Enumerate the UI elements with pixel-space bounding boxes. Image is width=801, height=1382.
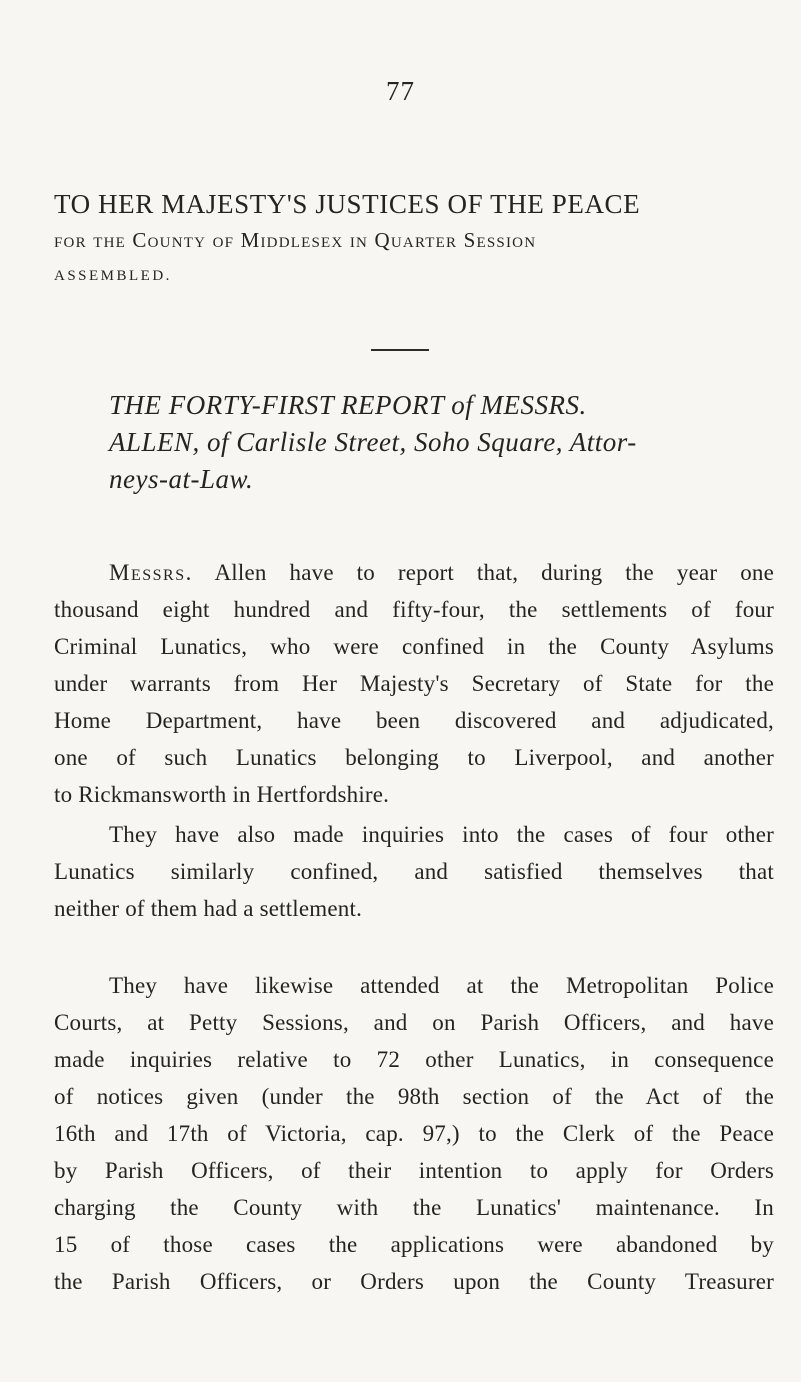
paragraph-1-line-5: Home Department, have been discovered and adjudicated, — [54, 708, 774, 733]
paragraph-2-line-3: neither of them had a settlement. — [54, 896, 363, 921]
paragraph-1-line-4: under warrants from Her Majesty's Secretary of State for the — [54, 671, 774, 696]
paragraph-1-line-7: to Rickmansworth in Hertfordshire. — [54, 782, 390, 807]
paragraph-3-line-6: by Parish Officers, of their intention to apply for Orders — [54, 1158, 774, 1183]
report-title-line-3: neys-at-Law. — [109, 464, 254, 494]
page-number: 77 — [386, 76, 415, 106]
report-title-line-2: ALLEN, of Carlisle Street, Soho Square, Attor- — [109, 427, 637, 457]
paragraph-3-line-9: the Parish Officers, or Orders upon the County Treasurer — [54, 1269, 774, 1294]
paragraph-1-line-3: Criminal Lunatics, who were confined in the County Asylums — [54, 634, 774, 659]
report-title — [109, 387, 779, 498]
paragraph-3-line-8: 15 of those cases the applications were abandoned by — [54, 1232, 774, 1257]
paragraph-1 — [54, 554, 774, 813]
paragraph-1-line-6: one of such Lunatics belonging to Liverpool, and another — [54, 745, 774, 770]
paragraph-2-line-1: They have also made inquiries into the cases of four other — [109, 822, 774, 847]
heading-line-3: ASSEMBLED. — [54, 268, 172, 284]
report-title-line-1: THE FORTY-FIRST REPORT of MESSRS. — [109, 390, 587, 420]
paragraph-3-line-7: charging the County with the Lunatics' maintenance. In — [54, 1195, 774, 1220]
paragraph-3 — [54, 967, 774, 1300]
paragraph-2 — [54, 816, 774, 927]
paragraph-3-line-5: 16th and 17th of Victoria, cap. 97,) to the Clerk of the Peace — [54, 1121, 774, 1146]
paragraph-1-line-1-text: Allen have to report that, during the year one — [192, 560, 774, 585]
paragraph-2-line-2: Lunatics similarly confined, and satisfied themselves that — [54, 859, 774, 884]
paragraph-3-line-2: Courts, at Petty Sessions, and on Parish Officers, and have — [54, 1010, 774, 1035]
section-divider — [371, 349, 429, 351]
paragraph-1-lead: Messrs. — [109, 560, 193, 585]
paragraph-3-line-4: of notices given (under the 98th section of the Act of the — [54, 1084, 774, 1109]
heading-line-1: TO HER MAJESTY'S JUSTICES OF THE PEACE — [54, 189, 641, 219]
address-heading — [54, 186, 774, 294]
paragraph-1-line-1 — [54, 554, 774, 591]
heading-line-2: for the County of Middlesex in Quarter Session — [54, 228, 537, 252]
paragraph-1-line-2: thousand eight hundred and fifty-four, the settlements of four — [54, 597, 774, 622]
paragraph-3-line-1: They have likewise attended at the Metropolitan Police — [109, 973, 774, 998]
paragraph-3-line-3: made inquiries relative to 72 other Lunatics, in consequence — [54, 1047, 774, 1072]
